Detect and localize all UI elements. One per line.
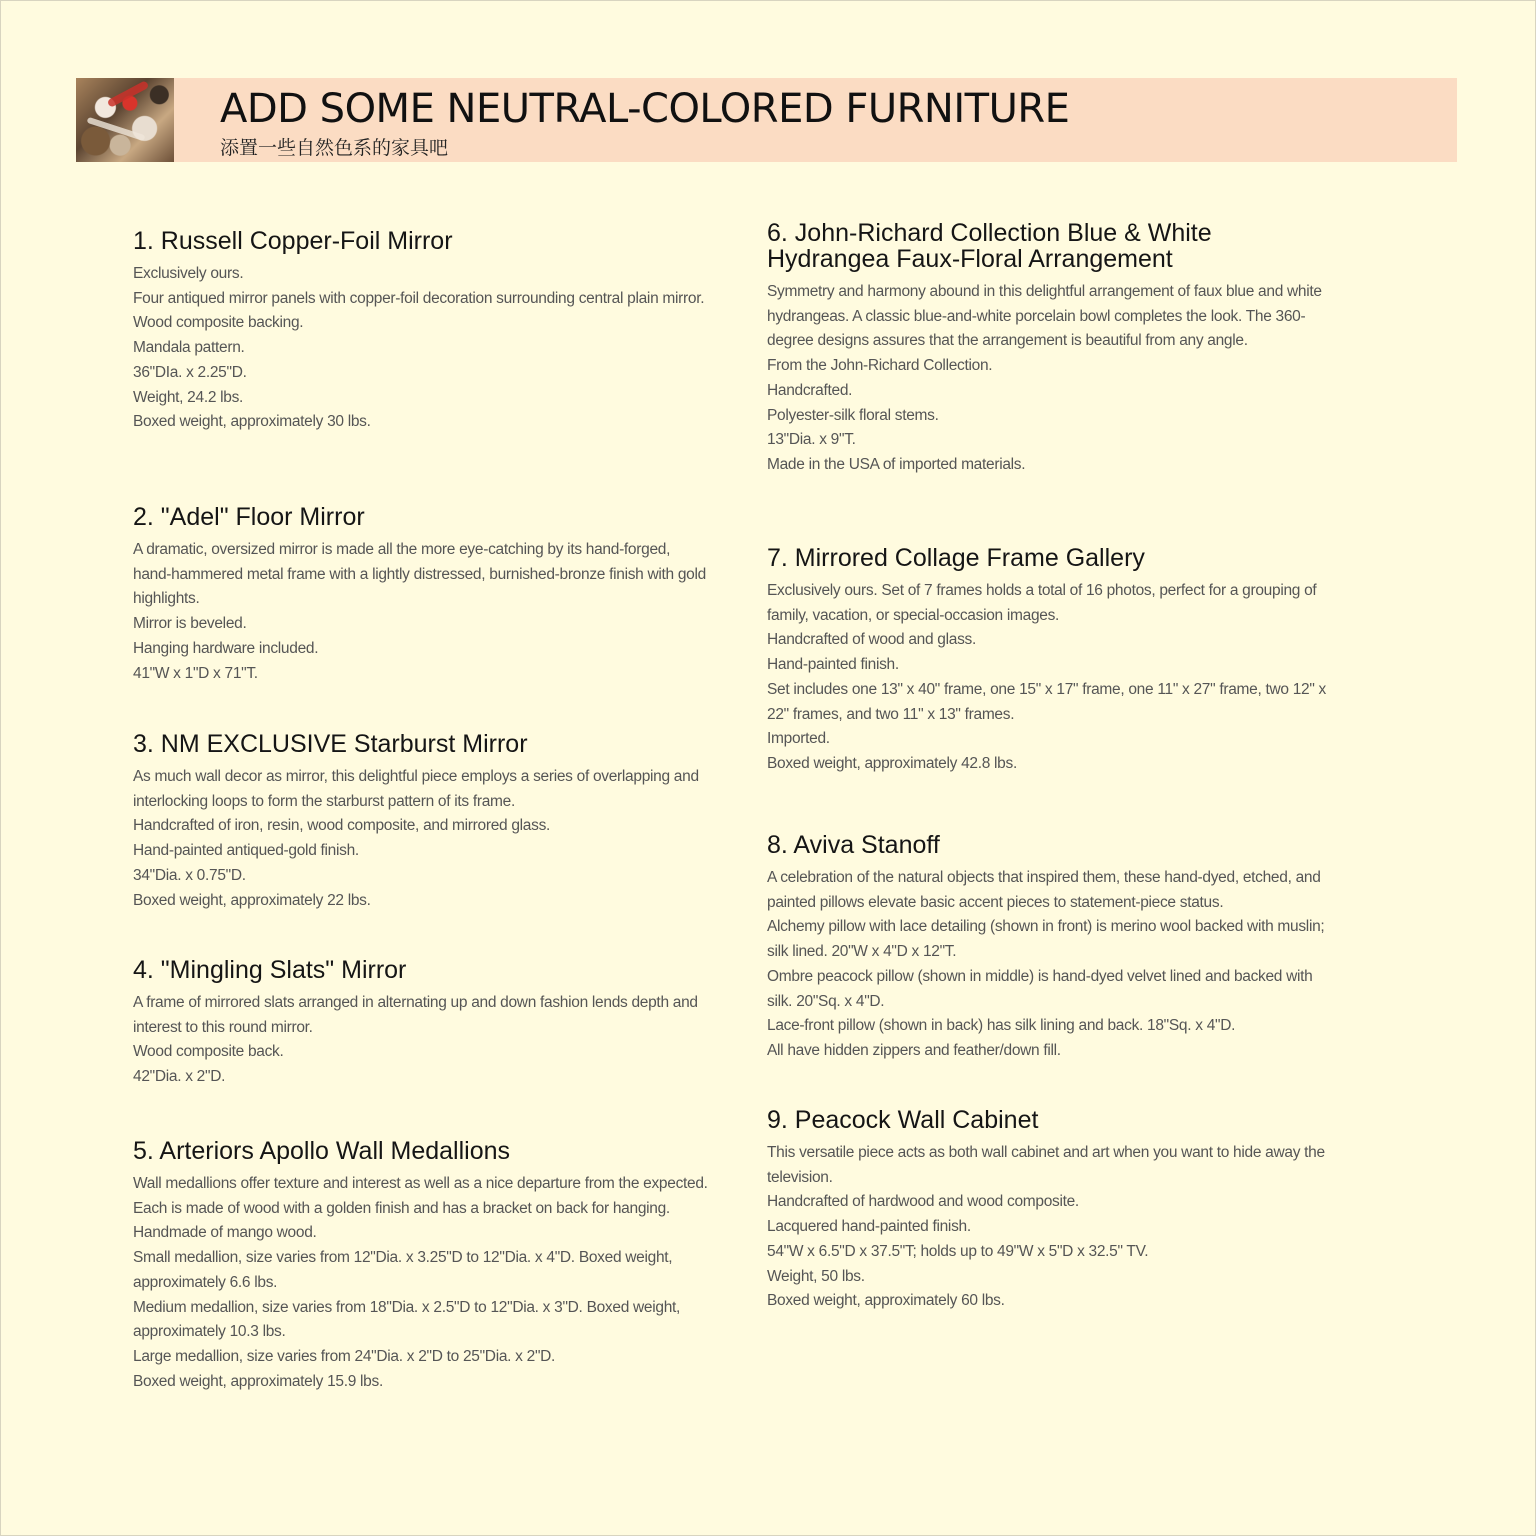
product-detail-line: Lace-front pillow (shown in back) has silk lining and back. 18"Sq. x 4"D. <box>767 1017 1236 1035</box>
product-description <box>133 1172 708 1394</box>
product-detail-line: Imported. <box>767 730 830 748</box>
header-banner <box>76 78 1457 162</box>
product-detail-line: Boxed weight, approximately 60 lbs. <box>767 1292 1005 1310</box>
product-detail-line: Large medallion, size varies from 24"Dia. x 2"D to 25"Dia. x 2"D. <box>133 1347 556 1365</box>
product-detail-line: Alchemy pillow with lace detailing (shown in front) is merino wool backed with muslin; silk lined. 20"W x 4"D x 12"T. <box>767 918 1325 961</box>
product-item-2 <box>133 504 708 686</box>
product-title: 1. Russell Copper-Foil Mirror <box>133 227 453 255</box>
product-title: 9. Peacock Wall Cabinet <box>767 1106 1039 1134</box>
product-item-8 <box>767 832 1327 1064</box>
product-item-4 <box>133 957 708 1090</box>
page-subtitle: 添置一些自然色系的家具吧 <box>220 137 449 159</box>
product-description <box>767 1141 1327 1314</box>
product-item-5 <box>133 1138 708 1394</box>
product-title: 5. Arteriors Apollo Wall Medallions <box>133 1137 511 1165</box>
product-detail-line: 36"DIa. x 2.25"D. <box>133 363 247 381</box>
product-detail-line: Wood composite backing. <box>133 314 304 332</box>
product-detail-line: Symmetry and harmony abound in this delightful arrangement of faux blue and white hydrangeas. A classic blue-and-white porcelain bowl completes the look. The 360-degree designs assures that the arrangement is beautiful from any angle. <box>767 283 1322 350</box>
product-detail-line: Weight, 24.2 lbs. <box>133 388 244 406</box>
product-detail-line: Mandala pattern. <box>133 339 245 357</box>
product-detail-line: Exclusively ours. Set of 7 frames holds a total of 16 photos, perfect for a grouping of family, vacation, or special-occasion images. <box>767 582 1317 624</box>
product-detail-line: Exclusively ours. <box>133 265 244 282</box>
product-detail-line: Handcrafted of iron, resin, wood composite, and mirrored glass. <box>133 817 551 835</box>
product-description <box>133 262 708 435</box>
product-detail-line: Wall medallions offer texture and interest as well as a nice departure from the expected. Each is made of wood with a golden finish and has a bracket on back for hanging. <box>133 1175 708 1217</box>
product-title: 3. NM EXCLUSIVE Starburst Mirror <box>133 730 528 758</box>
product-detail-line: 42"Dia. x 2"D. <box>133 1068 226 1086</box>
product-detail-line: Boxed weight, approximately 42.8 lbs. <box>767 754 1017 772</box>
product-detail-line: Hanging hardware included. <box>133 639 319 657</box>
product-detail-line: Made in the USA of imported materials. <box>767 455 1026 473</box>
product-detail-line: This versatile piece acts as both wall cabinet and art when you want to hide away the television. <box>767 1144 1325 1186</box>
product-detail-line: Handcrafted. <box>767 381 853 399</box>
product-detail-line: Ombre peacock pillow (shown in middle) is hand-dyed velvet lined and backed with silk. 20"Sq. x 4"D. <box>767 967 1313 1010</box>
product-detail-line: Hand-painted antiqued-gold finish. <box>133 842 359 860</box>
product-detail-line: A dramatic, oversized mirror is made all the more eye-catching by its hand-forged, hand-hammered metal frame with a lightly distressed, burnished-bronze finish with gold highlights. <box>133 541 706 608</box>
product-detail-line: From the John-Richard Collection. <box>767 357 993 375</box>
product-detail-line: As much wall decor as mirror, this delightful piece employs a series of overlapping and interlocking loops to form the starburst pattern of its frame. <box>133 768 699 810</box>
product-detail-line: Boxed weight, approximately 30 lbs. <box>133 413 371 431</box>
product-detail-line: Boxed weight, approximately 22 lbs. <box>133 891 371 909</box>
product-detail-line: Boxed weight, approximately 15.9 lbs. <box>133 1372 383 1390</box>
product-title: 4. "Mingling Slats" Mirror <box>133 956 407 984</box>
product-description <box>767 866 1327 1064</box>
product-item-9 <box>767 1107 1327 1314</box>
product-detail-line: Handcrafted of hardwood and wood composite. <box>767 1193 1079 1211</box>
product-title: 7. Mirrored Collage Frame Gallery <box>767 544 1145 572</box>
product-detail-line: A celebration of the natural objects that inspired them, these hand-dyed, etched, and painted pillows elevate basic accent pieces to statement-piece status. <box>767 869 1321 911</box>
product-detail-line: Handcrafted of wood and glass. <box>767 631 976 649</box>
product-description <box>133 765 708 913</box>
product-title: 8. Aviva Stanoff <box>767 831 940 859</box>
header-abstract-art-image <box>76 78 174 162</box>
product-item-6 <box>767 220 1327 478</box>
product-description <box>767 579 1327 777</box>
product-detail-line: Handmade of mango wood. <box>133 1224 317 1242</box>
product-detail-line: Polyester-silk floral stems. <box>767 406 939 424</box>
product-description <box>133 538 708 686</box>
product-detail-line: Hand-painted finish. <box>767 656 899 674</box>
product-detail-line: Small medallion, size varies from 12"Dia. x 3.25"D to 12"Dia. x 4"D. Boxed weight, approximately 6.6 lbs. <box>133 1249 673 1291</box>
product-detail-line: 54"W x 6.5"D x 37.5"T; holds up to 49"W x 5"D x 32.5" TV. <box>767 1242 1149 1260</box>
product-detail-line: Medium medallion, size varies from 18"Dia. x 2.5"D to 12"Dia. x 3"D. Boxed weight, approximately 10.3 lbs. <box>133 1298 681 1341</box>
product-detail-line: Wood composite back. <box>133 1043 284 1061</box>
product-detail-line: 41"W x 1"D x 71"T. <box>133 664 258 682</box>
product-detail-line: Four antiqued mirror panels with copper-foil decoration surrounding central plain mirror. <box>133 289 705 307</box>
product-detail-line: 13"Dia. x 9"T. <box>767 431 856 449</box>
product-title: 6. John-Richard Collection Blue & White Hydrangea Faux-Floral Arrangement <box>767 219 1212 273</box>
product-item-7 <box>767 545 1327 777</box>
product-detail-line: Set includes one 13" x 40" frame, one 15" x 17" frame, one 11" x 27" frame, two 12" x 22" frames, and two 11" x 13" frames. <box>767 680 1326 723</box>
product-detail-line: Lacquered hand-painted finish. <box>767 1218 971 1236</box>
product-title: 2. "Adel" Floor Mirror <box>133 503 365 531</box>
product-item-1 <box>133 228 708 435</box>
product-detail-line: All have hidden zippers and feather/down fill. <box>767 1041 1061 1059</box>
product-description <box>767 280 1327 478</box>
product-item-3 <box>133 731 708 913</box>
product-detail-line: 34"Dia. x 0.75"D. <box>133 866 246 884</box>
product-detail-line: A frame of mirrored slats arranged in alternating up and down fashion lends depth and interest to this round mirror. <box>133 994 698 1036</box>
page-title: ADD SOME NEUTRAL-COLORED FURNITURE <box>220 86 1070 132</box>
product-description <box>133 991 708 1090</box>
product-detail-line: Weight, 50 lbs. <box>767 1267 865 1285</box>
product-detail-line: Mirror is beveled. <box>133 615 247 633</box>
